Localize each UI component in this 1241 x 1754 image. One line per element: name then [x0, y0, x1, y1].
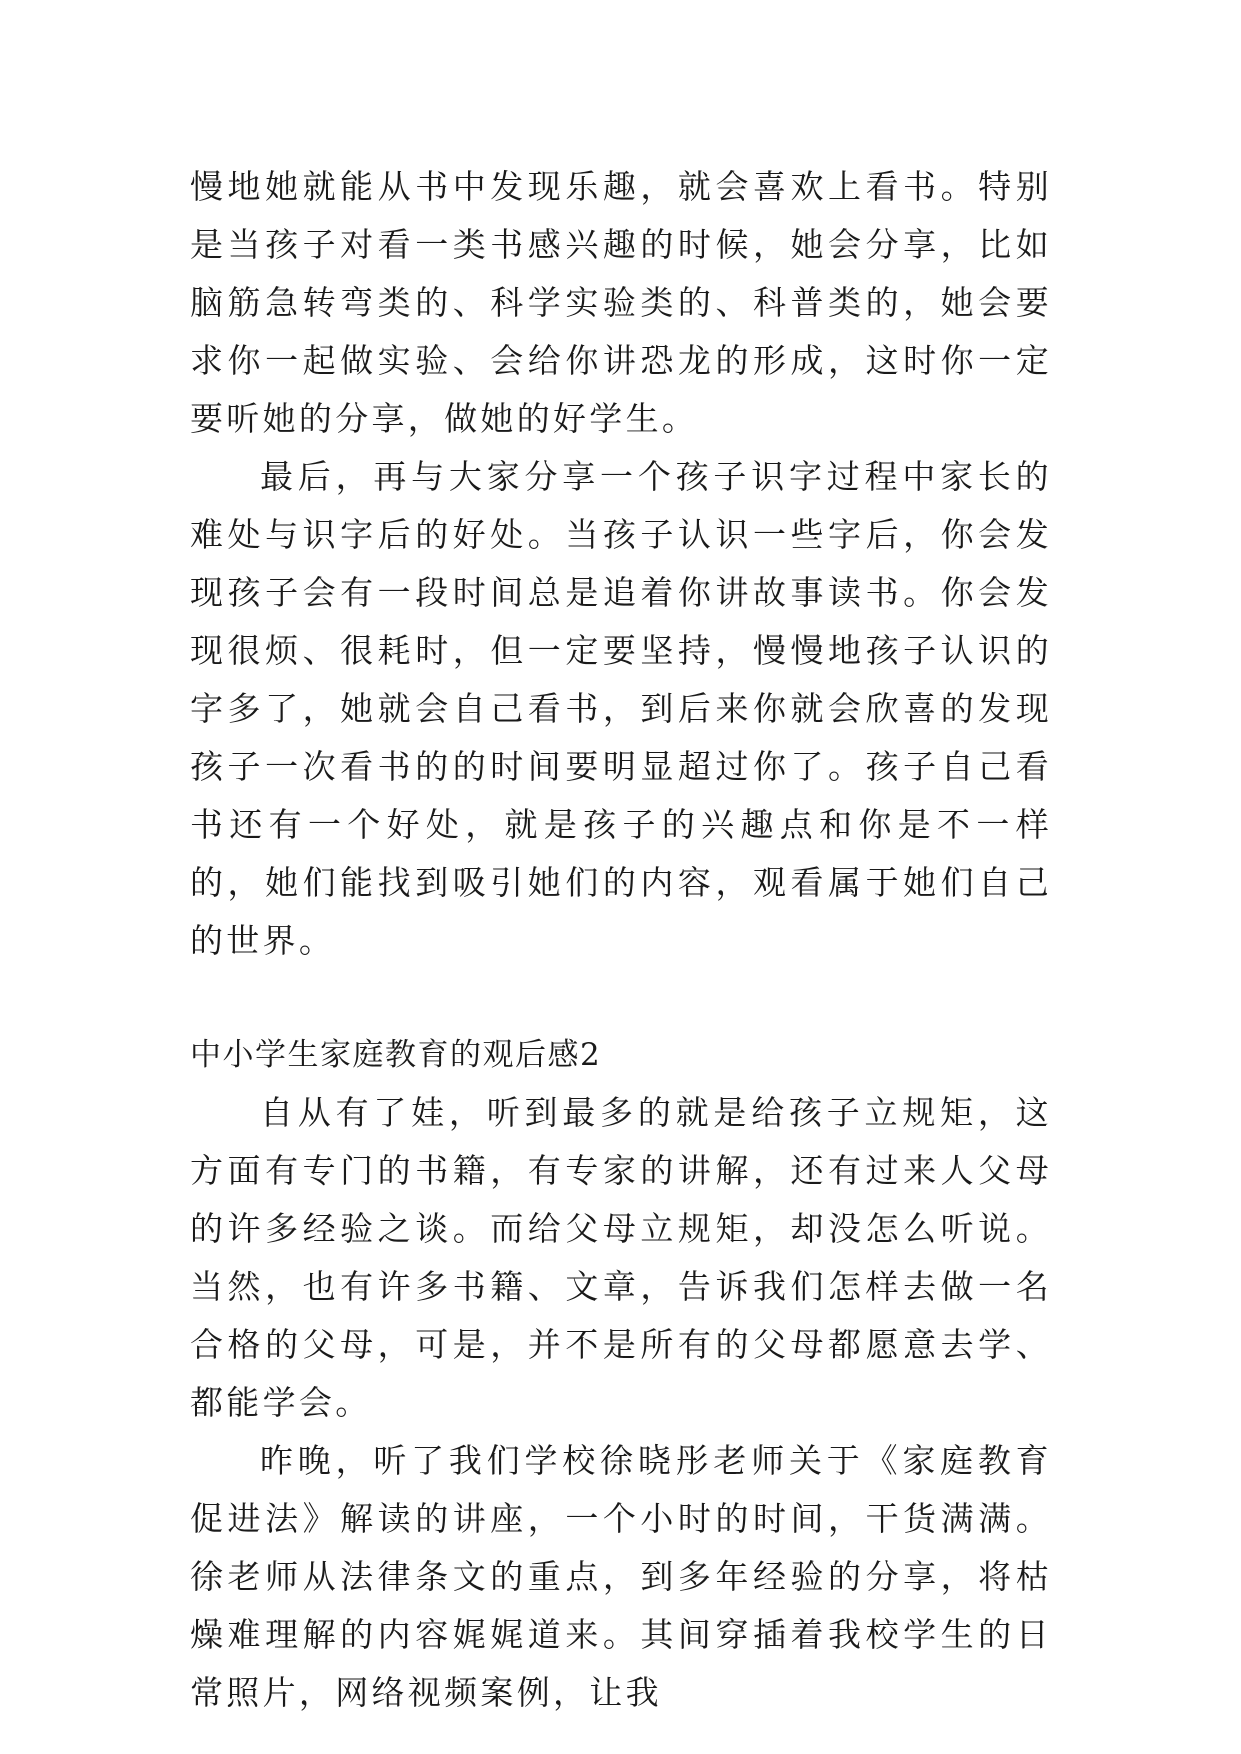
- paragraph-continued: 慢地她就能从书中发现乐趣，就会喜欢上看书。特别是当孩子对看一类书感兴趣的时候，她会分享，比如脑筋急转弯类的、科学实验类的、科普类的，她会要求你一起做实验、会给你讲恐龙的形成，这时你一定要听她的分享，做她的好学生。: [190, 167, 1052, 438]
- document-body: [190, 158, 1052, 1722]
- paragraph-literacy: 最后，再与大家分享一个孩子识字过程中家长的难处与识字后的好处。当孩子认识一些字后，你会发现孩子会有一段时间总是追着你讲故事读书。你会发现很烦、很耗时，但一定要坚持，慢慢地孩子认识的字多了，她就会自己看书，到后来你就会欣喜的发现孩子一次看书的的时间要明显超过你了。孩子自己看书还有一个好处，就是孩子的兴趣点和你是不一样的，她们能找到吸引她们的内容，观看属于她们自己的世界。: [190, 457, 1052, 960]
- section-title: 中小学生家庭教育的观后感2: [190, 1037, 602, 1073]
- paragraph-rules: 自从有了娃，听到最多的就是给孩子立规矩，这方面有专门的书籍，有专家的讲解，还有过来人父母的许多经验之谈。而给父母立规矩，却没怎么听说。当然，也有许多书籍、文章，告诉我们怎样去做一名合格的父母，可是，并不是所有的父母都愿意去学、都能学会。: [190, 1093, 1052, 1422]
- paragraph-lecture: 昨晚，听了我们学校徐晓彤老师关于《家庭教育促进法》解读的讲座，一个小时的时间，干货满满。徐老师从法律条文的重点，到多年经验的分享，将枯燥难理解的内容娓娓道来。其间穿插着我校学生的日常照片，网络视频案例，让我: [190, 1441, 1052, 1712]
